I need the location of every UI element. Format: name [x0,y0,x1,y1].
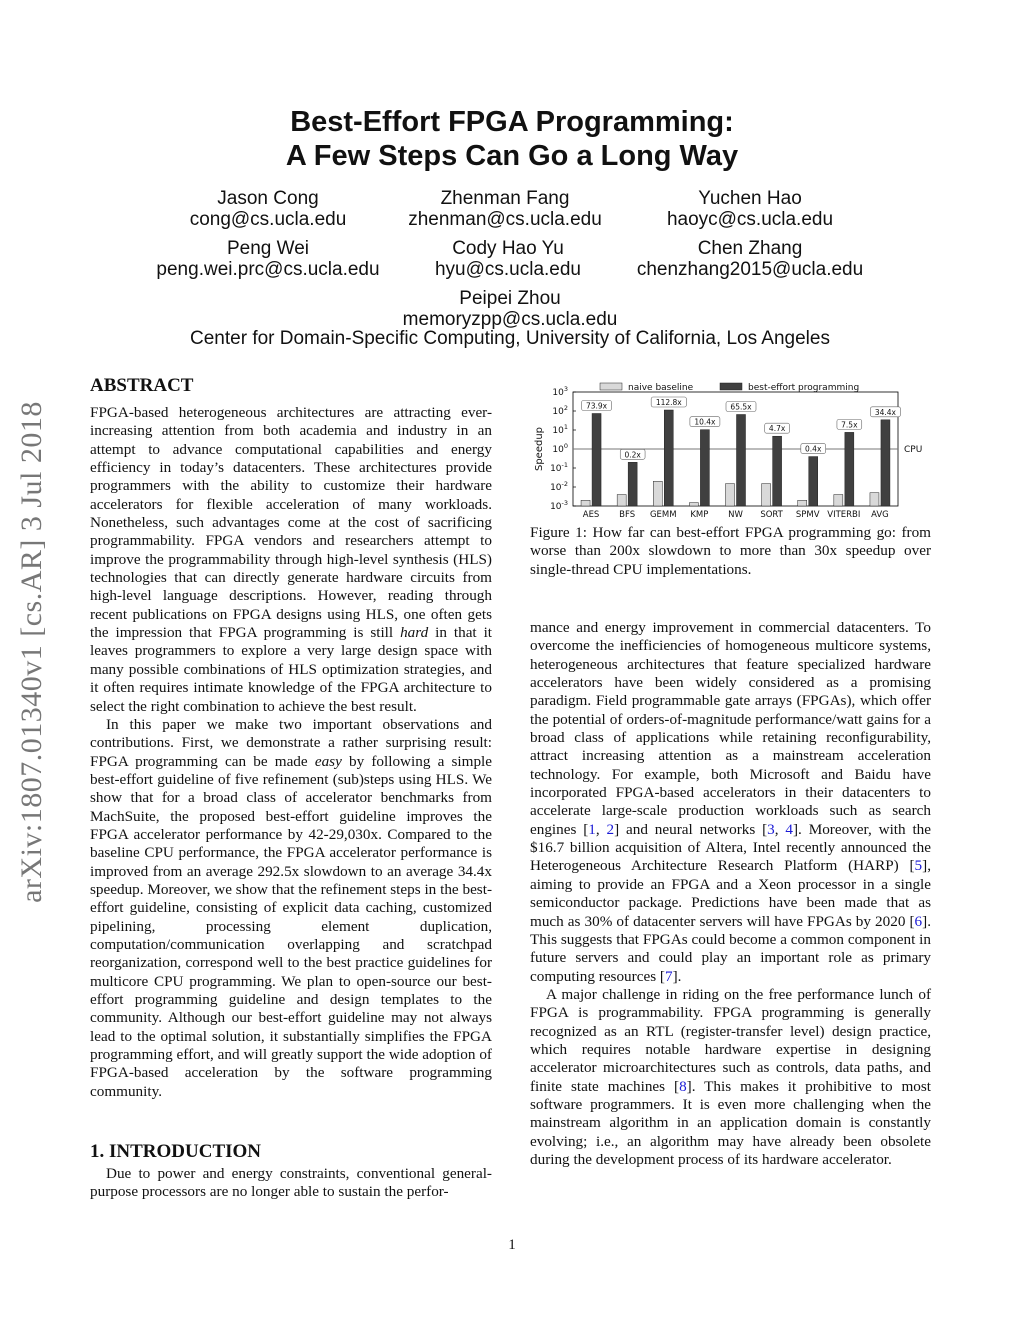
author-email: memoryzpp@cs.ucla.edu [402,309,618,330]
x-tick-label: VITERBI [827,510,861,520]
bar-best-effort [628,462,637,506]
citation-link[interactable]: 5 [914,857,923,875]
bar-best-effort [737,414,746,506]
bar-best-effort [664,410,673,506]
y-tick-label: $10^1$ [552,423,568,436]
x-tick-label: AES [582,510,600,520]
y-tick-label: $10^2$ [552,404,568,417]
citation-link[interactable]: 8 [679,1077,687,1095]
citation-link[interactable]: 3 [767,820,775,838]
intro-paragraph: mance and energy improvement in commercial datacenters. To overcome the inefficiencies of homogeneous multicore systems, heterogeneous architectures that feature specialized hardware accelerators have been widely considered as a promising paradigm. Field programmable gate arrays (FPGAs), which offer the potential of orders-of-magnitude performance/watt gains for a broad class of applications while retaining reconfigurability, attract increasing attention as a mainstream acceleration technology. For example, both Microsoft and Baidu have incorporated FPGA-based accelerators in their datacenters to accelerate large-scale production workloads such as search engines [1, 2] and neural networks [3, 4]. Moreover, with the $16.7 billion acquisition of Altera, Intel recently announced the Heterogeneous Architecture Research Platform (HARP) [5], aiming to provide an FPGA and a Xeon processor in a single semiconductor package. Predictions have been made that as much as 30% of datacenter servers will have FPGAs by 2020 [6]. This suggests that FPGAs could become a common component in future servers and could play an important role as primary computing resources [7]. [530,619,932,985]
author-name: Yuchen Hao [698,188,802,209]
intro-paragraph: A major challenge in riding on the free performance lunch of FPGA is programmability. FPGA programming is generally recognized as an RTL (register-transfer level) design practice, which requires notable hardware expertise in designing accelerator microarchitectures such as controls, data paths, and finite state machines [8]. This makes it prohibitive to most software programmers. It is even more challenging when the mainstream algorithm in an application domain is constantly evolving; i.e., an algorithm may have already been obsolete during the development process of its hardware accelerator. [530,985,931,1168]
y-tick-label: $10^{-3}$ [550,499,568,512]
data-label: 10.4x [694,417,716,427]
y-tick-label: $10^{-2}$ [550,480,568,493]
author-block [365,288,655,330]
bar-naive-baseline [762,484,771,506]
page-number: 1 [508,1237,516,1253]
bar-naive-baseline [834,495,843,506]
cpu-reference-label: CPU [904,445,923,455]
author-name: Peipei Zhou [459,288,561,309]
figure-caption: Figure 1: How far can best-effort FPGA programming go: from worse than 200x slowdown to more than 30x speedup over single-thread CPU implementations. [530,524,931,578]
citation-link[interactable]: 2 [606,820,615,838]
citation-link[interactable]: 6 [914,912,923,930]
citation-link[interactable]: 7 [664,967,673,985]
abstract-paragraph: In this paper we make two important observations and contributions. First, we demonstrate a rather surprising result: FPGA programming can be made easy by following a simple best-effort guideline of five refinement (sub)steps using HLS. We show that for a broad class of accelerator benchmarks from MachSuite, the proposed best-effort guideline improves the FPGA accelerator performance by 42-29,030x. Compared to the baseline CPU performance, the FPGA accelerator performance is improved from an average 292.5x slowdown to an average 34.4x speedup. Moreover, we show that the refinement steps in the best-effort guideline, consisting of explicit data caching, customized pipelining, processing element duplication, computation/communication overlapping and scratchpad reorganization, correspond well to the best practice guidelines for multicore CPU programming. We plan to open-source our best-effort programming guideline and design templates to the community. Although our best-effort guideline may not always lead to the optimal solution, it substantially simplifies the FPGA programming effort, and will greatly support the wide adoption of FPGA-based acceleration by the software programming community. [90,715,492,1100]
y-tick-label: $10^0$ [552,442,568,455]
affiliation: Center for Domain-Specific Computing, University of California, Los Angeles [190,328,830,349]
bar-naive-baseline [581,500,590,506]
x-tick-label: NW [728,510,743,520]
data-label: 112.8x [655,398,682,408]
bar-best-effort [773,436,782,506]
author-block [605,238,895,280]
citation-link[interactable]: 1 [588,820,596,838]
data-label: 0.4x [805,444,822,454]
legend-swatch-naive [600,383,622,390]
x-tick-label: KMP [690,510,709,520]
x-tick-label: BFS [619,510,636,520]
arxiv-id: arXiv:1807.01340v1 [cs.AR] 3 Jul 2018 [15,401,48,903]
author-email: haoyc@cs.ucla.edu [666,209,834,230]
abstract-body [90,404,492,1101]
y-axis-label: Speedup [534,426,545,472]
data-label: 65.5x [730,402,752,412]
author-name: Cody Hao Yu [452,238,564,259]
legend-label-naive: naive baseline [628,383,694,393]
speedup-bar-chart [528,378,932,524]
intro-paragraph-left: Due to power and energy constraints, conventional general-purpose processors are no longer able to sustain the perfor- [90,1165,492,1201]
bar-best-effort [700,430,709,506]
x-tick-label: GEMM [649,510,677,520]
bar-best-effort [809,457,818,506]
abstract-heading: ABSTRACT [90,375,194,396]
citation-link[interactable]: 4 [785,820,793,838]
author-name: Peng Wei [226,238,310,259]
x-tick-label: SORT [760,510,783,520]
x-tick-label: SPMV [795,510,820,520]
data-label: 7.5x [841,420,858,430]
bar-naive-baseline [798,500,807,506]
arxiv-stamp [12,372,52,932]
data-label: 73.9x [585,401,608,411]
bar-best-effort [845,432,854,506]
author-email: chenzhang2015@ucla.edu [636,259,864,280]
y-tick-label: $10^{-1}$ [550,461,568,474]
legend-swatch-best-effort [720,383,742,390]
author-email: zhenman@cs.ucla.edu [408,209,602,230]
author-email: cong@cs.ucla.edu [189,209,347,230]
bar-naive-baseline [689,503,698,506]
bar-naive-baseline [726,484,735,506]
legend-label-best-effort: best-effort programming [748,383,860,393]
data-label: 4.7x [768,424,786,434]
section-heading-introduction: 1. INTRODUCTION [90,1141,262,1162]
paper-title-line-2: A Few Steps Can Go a Long Way [285,140,739,172]
paper-title-line-1: Best-Effort FPGA Programming: [290,106,734,138]
author-email: peng.wei.prc@cs.ucla.edu [156,259,380,280]
x-tick-label: AVG [871,510,889,520]
author-block [605,188,895,230]
intro-body-right [530,619,931,1169]
author-name: Chen Zhang [697,238,803,259]
data-label: 34.4x [874,407,897,417]
bar-naive-baseline [617,495,626,506]
data-label: 0.2x [624,450,641,460]
bar-best-effort [881,420,890,506]
author-name: Zhenman Fang [440,188,570,209]
author-name: Jason Cong [217,188,319,209]
author-email: hyu@cs.ucla.edu [434,259,582,280]
bar-best-effort [592,413,601,506]
abstract-paragraph: FPGA-based heterogeneous architectures are attracting ever-increasing attention from both academia and industry in an attempt to advance computational capabilities and energy efficiency in today’s datacenters. These architectures provide programmers with the ability to customize their hardware accelerators for flexible acceleration of many workloads. Nonetheless, such advantages come at the cost of sacrificing programmability. FPGA vendors and researchers attempt to improve the programmability through high-level synthesis (HLS) technologies that can directly generate hardware circuits from high-level language descriptions. However, reading through recent publications on FPGA designs using HLS, one often gets the impression that FPGA programming is still hard in that it leaves programmers to explore a very large design space with many possible combinations of HLS optimization strategies, and it often requires intimate knowledge of the FPGA architecture to select the right combination to achieve the best result. [90,404,493,715]
bar-naive-baseline [653,481,662,506]
y-tick-label: $10^3$ [552,385,568,398]
bar-naive-baseline [870,493,879,506]
